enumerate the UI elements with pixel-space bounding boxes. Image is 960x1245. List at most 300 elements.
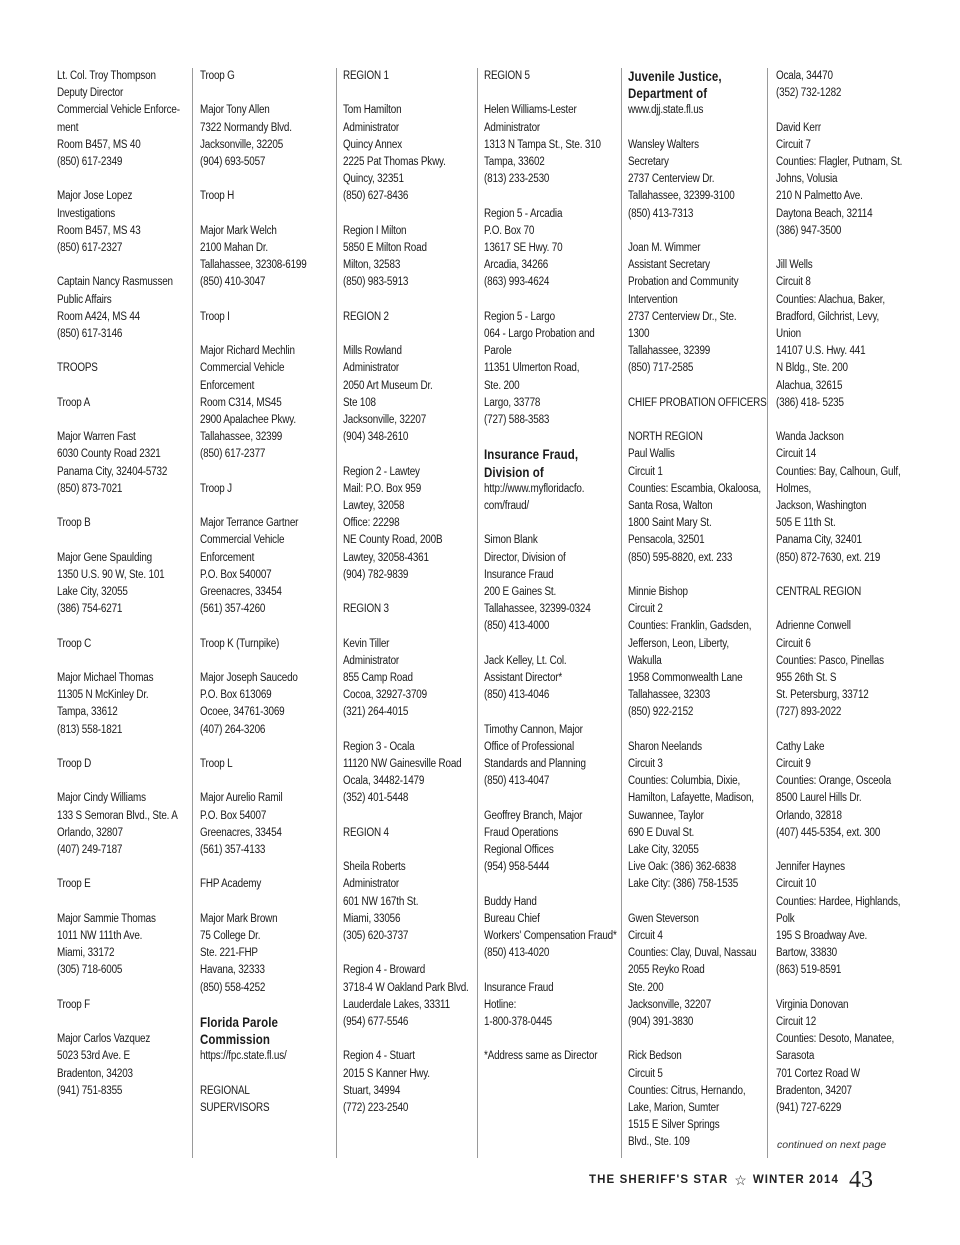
entry-line: Helen Williams-Lester xyxy=(484,104,577,117)
entry-line: 855 Camp Road xyxy=(343,672,413,684)
entry-line: Major Warren Fast xyxy=(57,431,136,444)
entry-line: 200 E Gaines St. xyxy=(484,586,557,599)
entry-line: Ste. 200 xyxy=(484,379,520,392)
entry-line: 064 - Largo Probation and xyxy=(484,328,595,340)
entry-line: (850) 617-2377 xyxy=(200,448,266,461)
entry-line: 133 S Semoran Blvd., Ste. A xyxy=(57,809,178,822)
entry-line: Lauderdale Lakes, 33311 xyxy=(343,998,450,1011)
directory-entry xyxy=(343,859,469,945)
entry-line: 690 E Duval St. xyxy=(628,826,695,839)
entry-line: 1-800-378-0445 xyxy=(484,1016,552,1029)
entry-line: Tallahassee, 32303 xyxy=(628,689,711,702)
entry-line: Ste 108 xyxy=(343,396,376,409)
entry-line: Polk xyxy=(776,912,795,925)
column-content xyxy=(628,68,767,1152)
page-number: 43 xyxy=(849,1167,874,1193)
entry-line: Hamilton, Lafayette, Madison, xyxy=(628,792,754,805)
directory-entry xyxy=(484,102,617,188)
entry-line: Administrator xyxy=(343,878,400,891)
entry-line: REGION 3 xyxy=(343,603,389,616)
entry-line: Counties: Flagler, Putnam, St. xyxy=(776,156,903,168)
entry-line: Counties: Alachua, Baker, xyxy=(776,293,885,306)
column-divider xyxy=(336,68,337,1158)
entry-line: Administrator xyxy=(343,654,400,667)
directory-entry xyxy=(200,1014,307,1066)
entry-line: Jackson, Washington xyxy=(776,500,867,513)
column-4 xyxy=(484,68,638,1083)
column-divider xyxy=(621,68,622,1158)
entry-line: Lawtey, 32058 xyxy=(343,500,405,512)
entry-line: Kevin Tiller xyxy=(343,637,390,650)
entry-line: Quincy, 32351 xyxy=(343,173,404,186)
directory-entry xyxy=(57,756,180,773)
entry-line: Panama City, 32404-5732 xyxy=(57,465,168,478)
directory-entry xyxy=(776,257,902,412)
entry-line: 1300 xyxy=(628,328,650,341)
entry-line: Region 4 - Broward xyxy=(343,964,426,977)
entry-line: Adrienne Conwell xyxy=(776,620,851,633)
issue-season: WINTER 2014 xyxy=(752,1174,840,1186)
page-footer xyxy=(589,1168,873,1192)
entry-line: 701 Cortez Road W xyxy=(776,1067,860,1080)
entry-line: Greenacres, 33454 xyxy=(200,826,282,839)
entry-line: Jacksonville, 32205 xyxy=(200,138,284,151)
entry-line: Virginia Donovan xyxy=(776,998,849,1011)
column-content xyxy=(776,68,902,1117)
directory-entry xyxy=(57,68,180,171)
directory-entry xyxy=(484,653,617,705)
entry-line: Circuit 1 xyxy=(628,465,663,478)
directory-entry xyxy=(200,911,307,997)
entry-line: P.O. Box 54007 xyxy=(200,809,267,822)
entry-line: 2015 S Kanner Hwy. xyxy=(343,1067,430,1080)
entry-line: Room B457, MS 43 xyxy=(57,224,141,237)
entry-line: com/fraud/ xyxy=(484,500,530,513)
entry-line: Gwen Steverson xyxy=(628,912,699,925)
entry-line: Troop K (Turnpike) xyxy=(200,637,280,650)
entry-line: 13617 SE Hwy. 70 xyxy=(484,242,563,254)
entry-line: Standards and Planning xyxy=(484,758,586,771)
directory-entry xyxy=(57,429,180,498)
entry-line: (386) 947-3500 xyxy=(776,224,842,237)
entry-line: REGIONAL xyxy=(200,1084,250,1097)
entry-line: (850) 558-4252 xyxy=(200,981,266,994)
directory-entry xyxy=(484,309,617,429)
entry-line: Troop L xyxy=(200,757,233,770)
entry-line: Region 2 - Lawtey xyxy=(343,465,420,478)
entry-line: Lawtey, 32058-4361 xyxy=(343,551,429,564)
entry-line: Live Oak: (386) 362-6838 xyxy=(628,861,737,874)
directory-entry xyxy=(628,429,767,567)
column-3 xyxy=(343,68,489,1134)
directory-entry xyxy=(484,722,617,791)
section-heading: Insurance Fraud, xyxy=(484,447,579,463)
entry-line: (386) 754-6271 xyxy=(57,603,123,616)
column-content xyxy=(200,68,307,1117)
entry-line: Jill Wells xyxy=(776,259,813,272)
entry-line: 2737 Centerview Dr. xyxy=(628,173,715,186)
directory-entry xyxy=(484,206,617,292)
entry-line: (850) 627-8436 xyxy=(343,190,409,203)
entry-line: Troop E xyxy=(57,878,91,891)
entry-line: NE County Road, 200B xyxy=(343,534,443,547)
directory-entry xyxy=(776,429,902,567)
entry-line: Counties: Columbia, Dixie, xyxy=(628,775,741,788)
entry-line: REGION 2 xyxy=(343,310,389,323)
entry-line: Circuit 6 xyxy=(776,637,811,650)
entry-line: Orlando, 32807 xyxy=(57,826,123,839)
entry-line: 11351 Ulmerton Road, xyxy=(484,362,580,375)
entry-line: (386) 418- 5235 xyxy=(776,396,844,409)
entry-line: Miami, 33172 xyxy=(57,947,115,960)
directory-entry xyxy=(343,962,469,1031)
entry-line: *Address same as Director xyxy=(484,1050,598,1063)
entry-line: Troop C xyxy=(57,637,92,650)
entry-line: Administrator xyxy=(343,121,400,134)
entry-line: 3718-4 W Oakland Park Blvd. xyxy=(343,981,469,994)
entry-line: Deputy Director xyxy=(57,87,124,100)
entry-line: REGION 4 xyxy=(343,826,389,839)
entry-line: TROOPS xyxy=(57,362,98,375)
entry-line: (407) 264-3206 xyxy=(200,723,266,736)
entry-line: Ocala, 34482-1479 xyxy=(343,775,425,788)
entry-line: Region 5 - Arcadia xyxy=(484,207,563,220)
directory-entry xyxy=(200,343,307,463)
entry-line: P.O. Box 540007 xyxy=(200,568,272,581)
entry-line: Quincy Annex xyxy=(343,138,402,151)
directory-entry xyxy=(484,894,617,963)
entry-line: Joan M. Wimmer xyxy=(628,242,701,254)
directory-entry xyxy=(200,102,307,171)
entry-line: Room A424, MS 44 xyxy=(57,310,141,323)
entry-line: Blvd., Ste. 109 xyxy=(628,1136,690,1149)
entry-line: 2225 Pat Thomas Pkwy. xyxy=(343,156,446,168)
entry-line: Stuart, 34994 xyxy=(343,1084,401,1097)
directory-entry xyxy=(628,395,767,412)
directory-entry xyxy=(343,102,469,205)
entry-line: Lake City, 32055 xyxy=(628,844,699,857)
entry-line: Johns, Volusia xyxy=(776,173,838,186)
entry-line: Sheila Roberts xyxy=(343,861,406,874)
directory-entry xyxy=(484,808,617,877)
entry-line: (850) 413-4020 xyxy=(484,947,550,960)
entry-line: David Kerr xyxy=(776,121,822,134)
entry-line: ment xyxy=(57,121,79,134)
entry-line: Orlando, 32818 xyxy=(776,809,842,822)
entry-line: Jacksonville, 32207 xyxy=(628,998,712,1011)
entry-line: Public Affairs xyxy=(57,293,112,306)
entry-line: (941) 751-8355 xyxy=(57,1084,123,1097)
column-5 xyxy=(628,68,789,1169)
entry-line: Lt. Col. Troy Thompson xyxy=(57,70,156,82)
entry-line: Simon Blank xyxy=(484,534,538,547)
directory-entry xyxy=(200,481,307,498)
directory-entry xyxy=(57,790,180,859)
entry-line: Circuit 7 xyxy=(776,138,811,151)
entry-line: 210 N Palmetto Ave. xyxy=(776,190,863,203)
entry-line: Commercial Vehicle Enforce- xyxy=(57,104,180,117)
entry-line: Ste. 200 xyxy=(628,981,664,994)
entry-line: (305) 718-6005 xyxy=(57,964,123,977)
entry-line: (772) 223-2540 xyxy=(343,1102,409,1114)
entry-line: Cocoa, 32927-3709 xyxy=(343,689,427,702)
entry-line: Circuit 9 xyxy=(776,758,811,771)
entry-line: (863) 993-4624 xyxy=(484,276,550,289)
entry-line: Bartow, 33830 xyxy=(776,947,838,960)
directory-entry xyxy=(57,550,180,619)
entry-line: Major Jose Lopez xyxy=(57,190,133,203)
entry-line: Alachua, 32615 xyxy=(776,379,843,392)
entry-line: 1011 NW 111th Ave. xyxy=(57,929,143,942)
entry-line: Holmes, xyxy=(776,482,812,495)
directory-entry xyxy=(776,618,902,721)
entry-line: 14107 U.S. Hwy. 441 xyxy=(776,345,866,358)
column-content xyxy=(484,68,617,1066)
directory-entry xyxy=(57,636,180,653)
star-icon: ☆ xyxy=(734,1171,747,1188)
entry-line: Mills Rowland xyxy=(343,345,402,358)
directory-entry xyxy=(343,223,469,292)
entry-line: Secretary xyxy=(628,156,669,168)
entry-line: 2055 Reyko Road xyxy=(628,964,705,977)
entry-line: Milton, 32583 xyxy=(343,259,401,272)
entry-line: (727) 893-2022 xyxy=(776,706,842,719)
entry-line: Regional Offices xyxy=(484,844,554,857)
directory-entry xyxy=(200,309,307,326)
directory-entry xyxy=(200,670,307,739)
entry-line: Ocala, 34470 xyxy=(776,70,833,82)
directory-entry xyxy=(200,188,307,205)
entry-line: P.O. Box 70 xyxy=(484,224,535,237)
entry-line: 2737 Centerview Dr., Ste. xyxy=(628,310,737,323)
entry-line: Region 3 - Ocala xyxy=(343,740,415,753)
entry-line: (850) 595-8820, ext. 233 xyxy=(628,551,733,564)
entry-line: (850) 983-5913 xyxy=(343,276,409,289)
entry-line: REGION 5 xyxy=(484,70,530,82)
entry-line: 601 NW 167th St. xyxy=(343,895,419,908)
directory-entry xyxy=(628,137,767,223)
entry-line: Counties: Pasco, Pinellas xyxy=(776,654,884,667)
entry-line: Circuit 4 xyxy=(628,930,663,943)
directory-entry xyxy=(57,360,180,377)
entry-line: Rick Bedson xyxy=(628,1050,682,1063)
entry-line: Jefferson, Leon, Liberty, xyxy=(628,637,729,650)
entry-line: Circuit 3 xyxy=(628,758,663,771)
entry-line: (850) 717-2585 xyxy=(628,362,694,375)
entry-line: Troop J xyxy=(200,482,232,495)
entry-line: Daytona Beach, 32114 xyxy=(776,207,873,220)
entry-line: (352) 732-1282 xyxy=(776,87,842,100)
column-1 xyxy=(57,68,200,1117)
entry-line: 955 26th St. S xyxy=(776,672,837,685)
entry-line: 1313 N Tampa St., Ste. 310 xyxy=(484,138,601,151)
directory-entry xyxy=(200,1083,307,1117)
entry-line: Tallahassee, 32399-0324 xyxy=(484,603,591,616)
directory-entry xyxy=(343,601,469,618)
entry-line: (850) 413-4047 xyxy=(484,775,550,788)
directory-entry xyxy=(776,120,902,240)
entry-line: 11305 N McKinley Dr. xyxy=(57,689,149,702)
entry-line: Panama City, 32401 xyxy=(776,534,862,547)
entry-line: Major Cindy Williams xyxy=(57,792,146,805)
entry-line: P.O. Box 613069 xyxy=(200,689,272,702)
section-heading: Commission xyxy=(200,1032,270,1048)
entry-line: (850) 413-4000 xyxy=(484,620,550,633)
column-divider xyxy=(477,68,478,1158)
entry-line: Wanda Jackson xyxy=(776,431,844,444)
entry-line: Room C314, MS45 xyxy=(200,396,282,409)
continued-note: continued on next page xyxy=(777,1139,887,1151)
entry-line: Ste. 221-FHP xyxy=(200,947,258,960)
entry-line: (850) 617-2349 xyxy=(57,156,123,169)
entry-line: Greenacres, 33454 xyxy=(200,585,282,598)
entry-line: Investigations xyxy=(57,207,116,220)
entry-line: Captain Nancy Rasmussen xyxy=(57,276,173,289)
entry-line: Troop B xyxy=(57,517,91,530)
entry-line: Tallahassee, 32399-3100 xyxy=(628,190,735,203)
entry-line: Lake City: (386) 758-1535 xyxy=(628,878,739,891)
directory-entry xyxy=(343,343,469,446)
entry-line: Tampa, 33602 xyxy=(484,156,545,168)
entry-line: 6030 County Road 2321 xyxy=(57,448,161,461)
entry-line: (904) 391-3830 xyxy=(628,1016,694,1029)
entry-line: Suwannee, Taylor xyxy=(628,809,704,822)
entry-line: Tallahassee, 32399 xyxy=(628,345,711,358)
entry-line: REGION 1 xyxy=(343,70,389,82)
entry-line: Region 5 - Largo xyxy=(484,310,555,323)
directory-entry xyxy=(343,636,469,722)
entry-line: (850) 413-7313 xyxy=(628,207,694,220)
entry-line: Timothy Cannon, Major xyxy=(484,723,583,736)
entry-line: Troop G xyxy=(200,70,235,82)
entry-line: (407) 445-5354, ext. 300 xyxy=(776,826,881,839)
directory-entry xyxy=(343,68,469,85)
directory-entry xyxy=(200,68,307,85)
entry-line: 1958 Commonwealth Lane xyxy=(628,672,743,685)
entry-line: Counties: Clay, Duval, Nassau xyxy=(628,947,757,960)
entry-line: Counties: Orange, Osceola xyxy=(776,775,891,788)
directory-entry xyxy=(628,911,767,1031)
entry-line: Circuit 14 xyxy=(776,448,817,461)
entry-line: Circuit 10 xyxy=(776,878,817,891)
entry-line: www.djj.state.fl.us xyxy=(628,104,704,117)
entry-line: (850) 617-3146 xyxy=(57,328,123,341)
directory-entry xyxy=(200,223,307,292)
entry-line: Union xyxy=(776,328,801,341)
entry-line: Parole xyxy=(484,345,512,358)
entry-line: Probation and Community xyxy=(628,276,739,289)
entry-line: Major Aurelio Ramil xyxy=(200,792,283,805)
entry-line: Director, Division of xyxy=(484,551,566,564)
publication-name: THE SHERIFF'S STAR xyxy=(589,1174,729,1186)
entry-line: Troop I xyxy=(200,310,230,323)
entry-line: Troop D xyxy=(57,757,92,770)
entry-line: Tampa, 33612 xyxy=(57,706,118,719)
entry-line: Major Mark Brown xyxy=(200,912,278,925)
entry-line: (850) 413-4046 xyxy=(484,689,550,702)
entry-line: 2900 Apalachee Pkwy. xyxy=(200,413,296,426)
entry-line: Counties: Bay, Calhoun, Gulf, xyxy=(776,465,901,478)
directory-entry xyxy=(343,825,469,842)
section-heading: Division of xyxy=(484,464,544,480)
directory-entry xyxy=(200,515,307,618)
directory-entry xyxy=(776,859,902,979)
entry-line: Geoffrey Branch, Major xyxy=(484,809,583,822)
column-content xyxy=(57,68,180,1100)
directory-entry xyxy=(57,876,180,893)
column-content xyxy=(343,68,469,1117)
entry-line: Insurance Fraud xyxy=(484,568,554,581)
directory-entry xyxy=(776,997,902,1117)
entry-line: Circuit 5 xyxy=(628,1067,663,1080)
directory-entry xyxy=(57,188,180,257)
entry-line: (727) 588-3583 xyxy=(484,414,550,427)
entry-line: (813) 558-1821 xyxy=(57,723,123,736)
entry-line: Major Joseph Saucedo xyxy=(200,671,298,684)
directory-entry xyxy=(343,739,469,808)
entry-line: Insurance Fraud xyxy=(484,981,554,994)
entry-line: Arcadia, 34266 xyxy=(484,259,549,272)
directory-entry xyxy=(57,997,180,1014)
entry-line: Major Sammie Thomas xyxy=(57,912,156,925)
entry-line: Sharon Neelands xyxy=(628,740,702,753)
directory-entry xyxy=(628,68,767,120)
entry-line: (954) 958-5444 xyxy=(484,861,550,874)
entry-line: Room B457, MS 40 xyxy=(57,138,141,151)
entry-line: (850) 617-2327 xyxy=(57,242,123,255)
entry-line: N Bldg., Ste. 200 xyxy=(776,362,848,375)
entry-line: Sarasota xyxy=(776,1050,815,1063)
directory-entry xyxy=(628,240,767,378)
entry-line: SUPERVISORS xyxy=(200,1101,270,1114)
entry-line: 2100 Mahan Dr. xyxy=(200,241,268,254)
entry-line: Bradenton, 34203 xyxy=(57,1067,133,1080)
entry-line: Ocoee, 34761-3069 xyxy=(200,706,285,719)
entry-line: 195 S Broadway Ave. xyxy=(776,930,868,943)
entry-line: Jack Kelley, Lt. Col. xyxy=(484,654,567,667)
directory-entry xyxy=(776,584,902,601)
entry-line: St. Petersburg, 33712 xyxy=(776,689,869,702)
directory-entry xyxy=(484,68,617,85)
directory-entry xyxy=(57,515,180,532)
directory-entry xyxy=(200,636,307,653)
entry-line: Major Richard Mechlin xyxy=(200,345,295,358)
entry-line: Bradford, Gilchrist, Levy, xyxy=(776,310,880,323)
entry-line: Administrator xyxy=(343,362,400,375)
entry-line: Region 4 - Stuart xyxy=(343,1050,415,1063)
entry-line: 1515 E Silver Springs xyxy=(628,1119,720,1132)
entry-line: (321) 264-4015 xyxy=(343,706,409,719)
entry-line: Troop F xyxy=(57,998,91,1011)
entry-line: 75 College Dr. xyxy=(200,929,261,942)
directory-entry xyxy=(57,670,180,739)
entry-line: Minnie Bishop xyxy=(628,586,688,599)
column-2 xyxy=(200,68,324,1134)
directory-entry xyxy=(628,1048,767,1151)
entry-line: Circuit 8 xyxy=(776,276,811,289)
entry-line: Paul Wallis xyxy=(628,448,675,461)
entry-line: Counties: Franklin, Gadsden, xyxy=(628,620,752,633)
directory-entry xyxy=(776,68,902,102)
entry-line: Region I Milton xyxy=(343,224,407,237)
entry-line: Jacksonville, 32207 xyxy=(343,414,427,426)
column-divider xyxy=(192,68,193,1158)
entry-line: Cathy Lake xyxy=(776,740,825,753)
entry-line: Commercial Vehicle xyxy=(200,534,285,547)
entry-line: Counties: Escambia, Okaloosa, xyxy=(628,482,761,495)
entry-line: Intervention xyxy=(628,293,678,306)
entry-line: Buddy Hand xyxy=(484,895,537,908)
